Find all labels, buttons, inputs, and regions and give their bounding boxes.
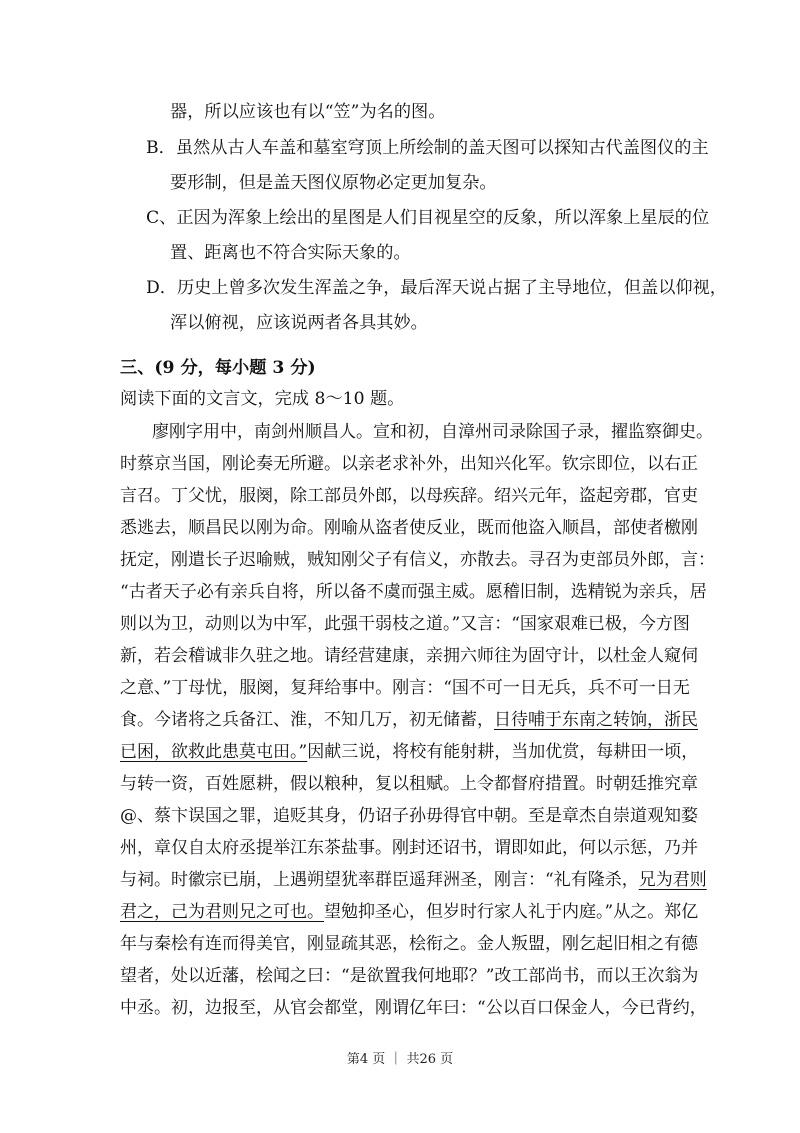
passage-line: 望者，处以近藩，桧闻之曰：“是欲置我何地耶？”改工部尚书，而以王次翁为 <box>120 966 699 986</box>
passage-line <box>120 740 699 764</box>
passage-line: 时蔡京当国，刚论奏无所避。以亲老求补外，出知兴化军。钦宗即位，以右正 <box>120 454 698 474</box>
passage-line: 新，若会稽诚非久驻之地。请经营建康，亲拥六师往为固守计，以杜金人窥伺 <box>120 646 698 666</box>
option-a-continuation: 器，所以应该也有以“笠”为名的图。 <box>170 102 446 122</box>
option-d-line-1: D．历史上曾多次发生浑盖之争，最后浑天说占据了主导地位，但盖以仰视， <box>146 278 727 298</box>
passage-line: 与转一资，百姓愿耕，假以粮种，复以租赋。上令都督府措置。时朝廷推究章 <box>120 774 698 794</box>
option-d-line-2: 浑以俯视，应该说两者各具其妙。 <box>170 313 428 333</box>
passage-line: 言召。丁父忧，服阕，除工部员外郎，以母疾辞。绍兴元年，盗起旁郡，官吏 <box>120 486 698 506</box>
passage-line: “古者天子必有亲兵自将，所以备不虞而强主威。愿稽旧制，选精锐为亲兵，居 <box>120 582 707 602</box>
section-title: 三、(9 分，每小题 3 分) <box>120 358 316 378</box>
option-b-line-2: 要形制，但是盖天图仪原物必定更加复杂。 <box>170 173 497 193</box>
passage-line: 悉逃去，顺昌民以刚为命。刚喻从盗者使反业，既而他盗入顺昌，部使者檄刚 <box>120 518 698 538</box>
passage-line: 州，章仅自太府丞提举江东茶盐事。刚封还诏书，谓即如此，何以示惩，乃并 <box>120 838 698 858</box>
passage-line: @、蔡卞误国之罪，追贬其身，仍诏子孙毋得官中朝。至是章杰自崇道观知婺 <box>120 806 698 826</box>
section-instructions: 阅读下面的文言文，完成 8～10 题。 <box>120 389 405 409</box>
underlined-sentence: 君之，己为君则兄之可也。 <box>120 902 324 922</box>
option-c-line-2: 置、距离也不符合实际天象的。 <box>170 243 411 263</box>
passage-line: 廖刚字用中，南剑州顺昌人。宣和初，自漳州司录除国子录，擢监察御史。 <box>152 422 713 442</box>
underlined-sentence: 已困，欲救此患莫屯田。” <box>120 742 308 762</box>
passage-line: 之意、”丁母忧，服阕，复拜给事中。刚言：“国不可一日无兵，兵不可一日无 <box>120 678 690 698</box>
underlined-sentence: 兄为君则 <box>638 870 707 890</box>
passage-text: 与祠。时徽宗已崩，上遇朔望犹率群臣遥拜洲圣，刚言：“礼有隆杀， <box>120 870 639 890</box>
option-b-line-1: B．虽然从古人车盖和墓室穹顶上所绘制的盖天图可以探知古代盖图仪的主 <box>146 138 709 158</box>
option-c-line-1: C、正因为浑象上绘出的星图是人们目视星空的反象，所以浑象上星辰的位 <box>146 208 710 228</box>
passage-text: 因献三说，将校有能射耕，当加优赏，每耕田一顷， <box>307 742 699 762</box>
page-footer: 第4 页 ｜ 共26 页 <box>346 1052 454 1067</box>
passage-text: 望勉抑圣心，但岁时行家人礼于内庭。”从之。郑亿 <box>324 902 699 922</box>
passage-line: 中丞。初，边报至，从官会都堂，刚谓亿年曰：“公以百口保金人，今已背约， <box>120 998 707 1018</box>
passage-line: 年与秦桧有连而得美官，刚显疏其恶，桧衔之。金人叛盟，刚乞起旧相之有德 <box>120 934 698 954</box>
passage-line: 抚定，刚遣长子迟喻贼，贼知刚父子有信义，亦散去。寻召为吏部员外郎，言： <box>120 550 715 570</box>
underlined-sentence: 日待哺于东南之转饷，浙民 <box>494 710 698 730</box>
passage-text: 食。今诸将之兵备江、淮，不知几万，初无储蓄， <box>120 710 494 730</box>
passage-line <box>120 868 707 892</box>
passage-line: 则以为卫，动则以为中军，此强干弱枝之道。”又言：“国家艰难已极，今方图 <box>120 614 690 634</box>
passage-line <box>120 708 698 732</box>
passage-line <box>120 900 699 924</box>
